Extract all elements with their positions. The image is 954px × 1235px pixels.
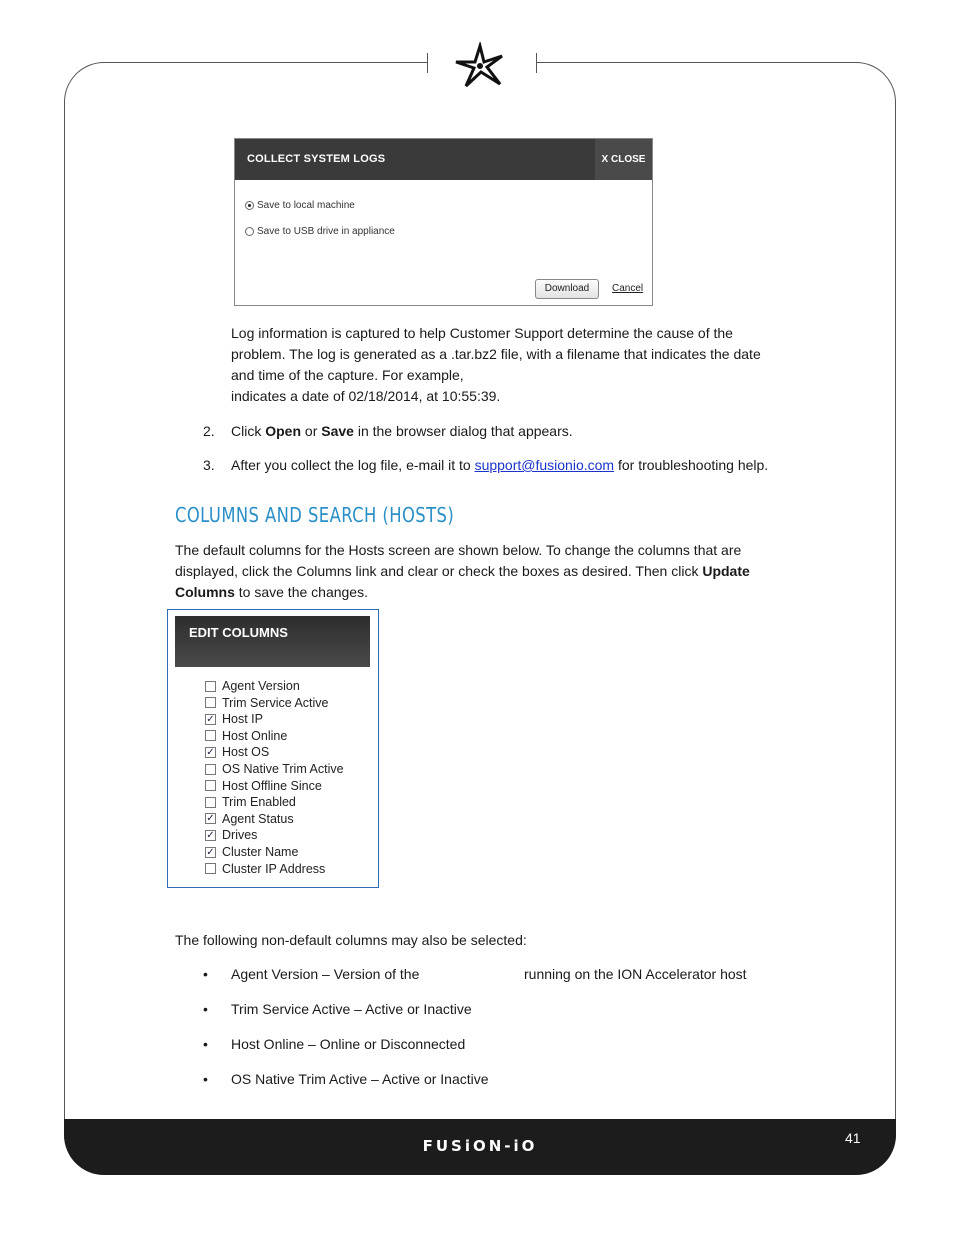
bullet-dot: •	[203, 966, 208, 982]
save-usb-option[interactable]	[245, 226, 395, 237]
columns-para-line-3b: to save the changes.	[234, 584, 368, 600]
column-option-label: OS Native Trim Active	[222, 762, 344, 776]
step-3-part-a: After you collect the log file, e-mail it to	[231, 457, 475, 473]
column-option[interactable]	[205, 778, 322, 794]
column-option-label: Cluster IP Address	[222, 861, 326, 876]
column-option[interactable]	[205, 827, 257, 843]
column-option[interactable]	[205, 695, 329, 711]
section-heading: COLUMNS AND SEARCH (HOSTS)	[175, 503, 455, 527]
column-option-label: Cluster Name	[222, 845, 299, 859]
support-email-link[interactable]: support@fusionio.com	[474, 457, 615, 473]
step-2-part-b: or	[301, 423, 322, 439]
page-number: 41	[845, 1130, 861, 1146]
page-footer	[64, 1119, 896, 1175]
save-local-option[interactable]	[245, 200, 355, 211]
checkbox-unchecked-icon[interactable]	[205, 863, 216, 874]
collect-logs-dialog	[234, 138, 653, 306]
log-info-line-2: problem. The log is generated as a .tar.bz2 file, with a filename that indicates the date	[231, 346, 761, 362]
step-3-part-b: for troubleshooting help.	[614, 457, 769, 473]
bullet-dot: •	[203, 1036, 208, 1052]
column-option[interactable]	[205, 811, 294, 827]
column-option[interactable]	[205, 711, 263, 727]
step-2-save: Save	[321, 423, 354, 439]
columns-para-line-2	[175, 561, 750, 582]
step-2-open: Open	[265, 423, 302, 439]
columns-para-line-1: The default columns for the Hosts screen are shown below. To change the columns that are	[175, 542, 742, 558]
column-option-label: Host Offline Since	[222, 778, 322, 793]
column-option-label: Agent Version	[222, 679, 300, 693]
column-option-label: Host OS	[222, 745, 270, 760]
bullet-dot: •	[203, 1071, 208, 1087]
bullet-dot: •	[203, 1001, 208, 1017]
step-2-text	[231, 421, 573, 442]
step-2-part-c: in the browser dialog that appears.	[353, 423, 573, 439]
header-divider-right	[536, 53, 537, 73]
log-info-line-4: indicates a date of 02/18/2014, at 10:55:39.	[231, 388, 501, 404]
checkbox-checked-icon[interactable]: ✓	[206, 846, 215, 858]
download-button[interactable]: Download	[535, 279, 599, 299]
column-option[interactable]	[205, 794, 296, 810]
dialog-title: COLLECT SYSTEM LOGS	[247, 153, 386, 165]
checkbox-unchecked-icon[interactable]	[205, 764, 216, 775]
column-option-label: Trim Enabled	[222, 795, 296, 810]
edit-columns-dialog	[167, 609, 379, 888]
column-option[interactable]	[205, 728, 287, 744]
save-usb-label: Save to USB drive in appliance	[257, 226, 395, 237]
column-option-label: Host IP	[222, 712, 263, 727]
column-option[interactable]	[205, 744, 269, 760]
radio-unselected-icon[interactable]	[245, 227, 254, 236]
column-option-label: Drives	[222, 828, 258, 843]
columns-para-line-2a: displayed, click the Columns link and clear or check the boxes as desired. Then click	[175, 563, 703, 579]
header-divider-left	[427, 53, 428, 73]
update-bold: Update	[702, 563, 750, 579]
close-button[interactable]: X CLOSE	[595, 139, 652, 180]
checkbox-unchecked-icon[interactable]	[205, 681, 216, 692]
checkbox-unchecked-icon[interactable]	[205, 797, 216, 808]
edit-columns-header	[175, 616, 370, 667]
fusion-logo-icon	[450, 42, 510, 88]
checkbox-checked-icon[interactable]: ✓	[206, 813, 215, 825]
step-2-part-a: Click	[231, 423, 266, 439]
checkbox-checked-icon[interactable]: ✓	[206, 829, 215, 841]
column-option[interactable]	[205, 761, 344, 777]
radio-selected-icon[interactable]	[245, 201, 254, 210]
non-default-intro: The following non-default columns may also be selected:	[175, 932, 527, 948]
checkbox-unchecked-icon[interactable]	[205, 730, 216, 741]
step-2-number: 2.	[203, 423, 215, 439]
footer-logo: FUSiON-iO	[422, 1137, 538, 1155]
cancel-link[interactable]: Cancel	[612, 283, 644, 294]
column-option[interactable]	[205, 844, 298, 860]
checkbox-unchecked-icon[interactable]	[205, 780, 216, 791]
save-local-label: Save to local machine	[257, 200, 355, 211]
log-info-line-1: Log information is captured to help Customer Support determine the cause of the	[231, 325, 733, 341]
log-info-line-3: and time of the capture. For example,	[231, 367, 464, 383]
bullet-os-native-trim: OS Native Trim Active – Active or Inactive	[231, 1071, 489, 1087]
bullet-agent-version-b: running on the ION Accelerator host	[524, 966, 747, 982]
dialog-header	[235, 139, 652, 180]
column-option[interactable]	[205, 861, 325, 877]
bullet-agent-version-a: Agent Version – Version of the	[231, 966, 420, 982]
edit-columns-title: EDIT COLUMNS	[189, 625, 288, 640]
checkbox-checked-icon[interactable]: ✓	[206, 746, 215, 758]
checkbox-checked-icon[interactable]: ✓	[206, 713, 215, 725]
bullet-trim-service: Trim Service Active – Active or Inactive	[231, 1001, 472, 1017]
checkbox-unchecked-icon[interactable]	[205, 697, 216, 708]
column-option-label: Agent Status	[222, 811, 294, 826]
column-option-label: Trim Service Active	[222, 695, 329, 710]
step-3-number: 3.	[203, 457, 215, 473]
column-option-label: Host Online	[222, 728, 288, 743]
column-option[interactable]	[205, 678, 300, 694]
columns-bold: Columns	[175, 584, 235, 600]
step-3-text	[231, 455, 768, 476]
columns-para-line-3	[175, 582, 368, 603]
bullet-host-online: Host Online – Online or Disconnected	[231, 1036, 466, 1052]
